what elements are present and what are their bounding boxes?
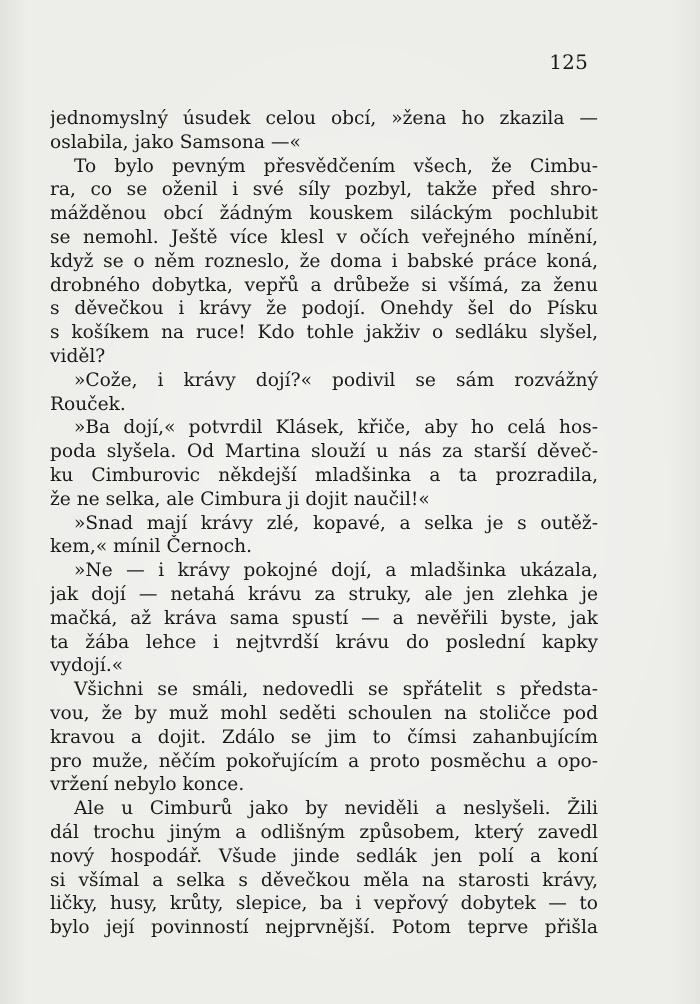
text-line: pro muže, něčím pokořujícím a proto posměchu a opo- <box>50 750 598 772</box>
text-line: ra, co se oženil i své síly pozbyl, takže před shro- <box>50 179 598 201</box>
text-line: vydojí.« <box>50 655 124 677</box>
text-line: jednomyslný úsudek celou obcí, »žena ho zkazila — <box>50 108 598 129</box>
text-line: jak dojí — netahá krávu za struky, ale jen zlehka je <box>50 583 598 605</box>
page-number: 125 <box>549 50 588 74</box>
text-line: bylo její povinností nejprvnější. Potom teprve přišla <box>50 917 598 939</box>
text-line: poda slyšela. Od Martina slouží u nás za starší děveč- <box>50 441 598 463</box>
text-line: »Ne — i krávy pokojné dojí, a mladšinka ukázala, <box>74 560 598 582</box>
text-line: mážděnou obcí žádným kouskem siláckým pochlubit <box>50 203 598 225</box>
text-line: »Ba dojí,« potvrdil Klásek, křiče, aby ho celá hos- <box>74 417 598 439</box>
text-line: »Snad mají krávy zlé, kopavé, a selka je s outěž- <box>74 512 598 534</box>
text-line: Ale u Cimburů jako by neviděli a neslyšeli. Žili <box>74 798 598 820</box>
text-line: s děvečkou i krávy že podojí. Onehdy šel do Písku <box>50 298 598 320</box>
text-line: mačká, až kráva sama spustí — a nevěřili byste, jak <box>50 607 598 629</box>
text-line: když se o něm rozneslo, že doma i babské práce koná, <box>50 250 598 272</box>
text-line: viděl? <box>50 345 106 367</box>
text-line: oslabila, jako Samsona —« <box>50 131 301 153</box>
text-line: se nemohl. Ještě více klesl v očích veřejného mínění, <box>50 226 598 248</box>
text-line: dál trochu jiným a odlišným způsobem, který zavedl <box>50 821 598 843</box>
text-line: s košíkem na ruce! Kdo tohle jakživ o sedláku slyšel, <box>50 322 598 344</box>
text-line: Rouček. <box>50 393 126 415</box>
body-text <box>50 107 598 940</box>
text-line: Všichni se smáli, nedovedli se spřátelit s předsta- <box>74 679 598 701</box>
text-line: »Cože, i krávy dojí?« podivil se sám rozvážný <box>74 369 598 391</box>
text-line: nový hospodář. Všude jinde sedlák jen polí a koní <box>50 845 598 867</box>
text-line: že ne selka, ale Cimbura ji dojit naučil!« <box>50 488 430 510</box>
text-line: kem,« mínil Černoch. <box>50 536 253 558</box>
text-line: drobného dobytka, vepřů a drůbeže si všímá, za ženu <box>50 274 598 296</box>
text-line: ku Cimburovic někdejší mladšinka a ta prozradila, <box>50 464 598 486</box>
text-line: To bylo pevným přesvědčením všech, že Cimbu- <box>74 155 598 177</box>
text-line: ličky, husy, krůty, slepice, ba i vepřový dobytek — to <box>50 893 598 915</box>
text-line: vou, že by muž mohl seděti schoulen na stoličce pod <box>50 702 598 724</box>
text-line: ta žába lehce i nejtvrdší krávu do poslední kapky <box>50 631 598 653</box>
text-line: vržení nebylo konce. <box>50 774 245 796</box>
text-line: si všímal a selka s děvečkou měla na starosti krávy, <box>50 869 598 891</box>
text-line: kravou a dojit. Zdálo se jim to čímsi zahanbujícím <box>50 726 598 748</box>
